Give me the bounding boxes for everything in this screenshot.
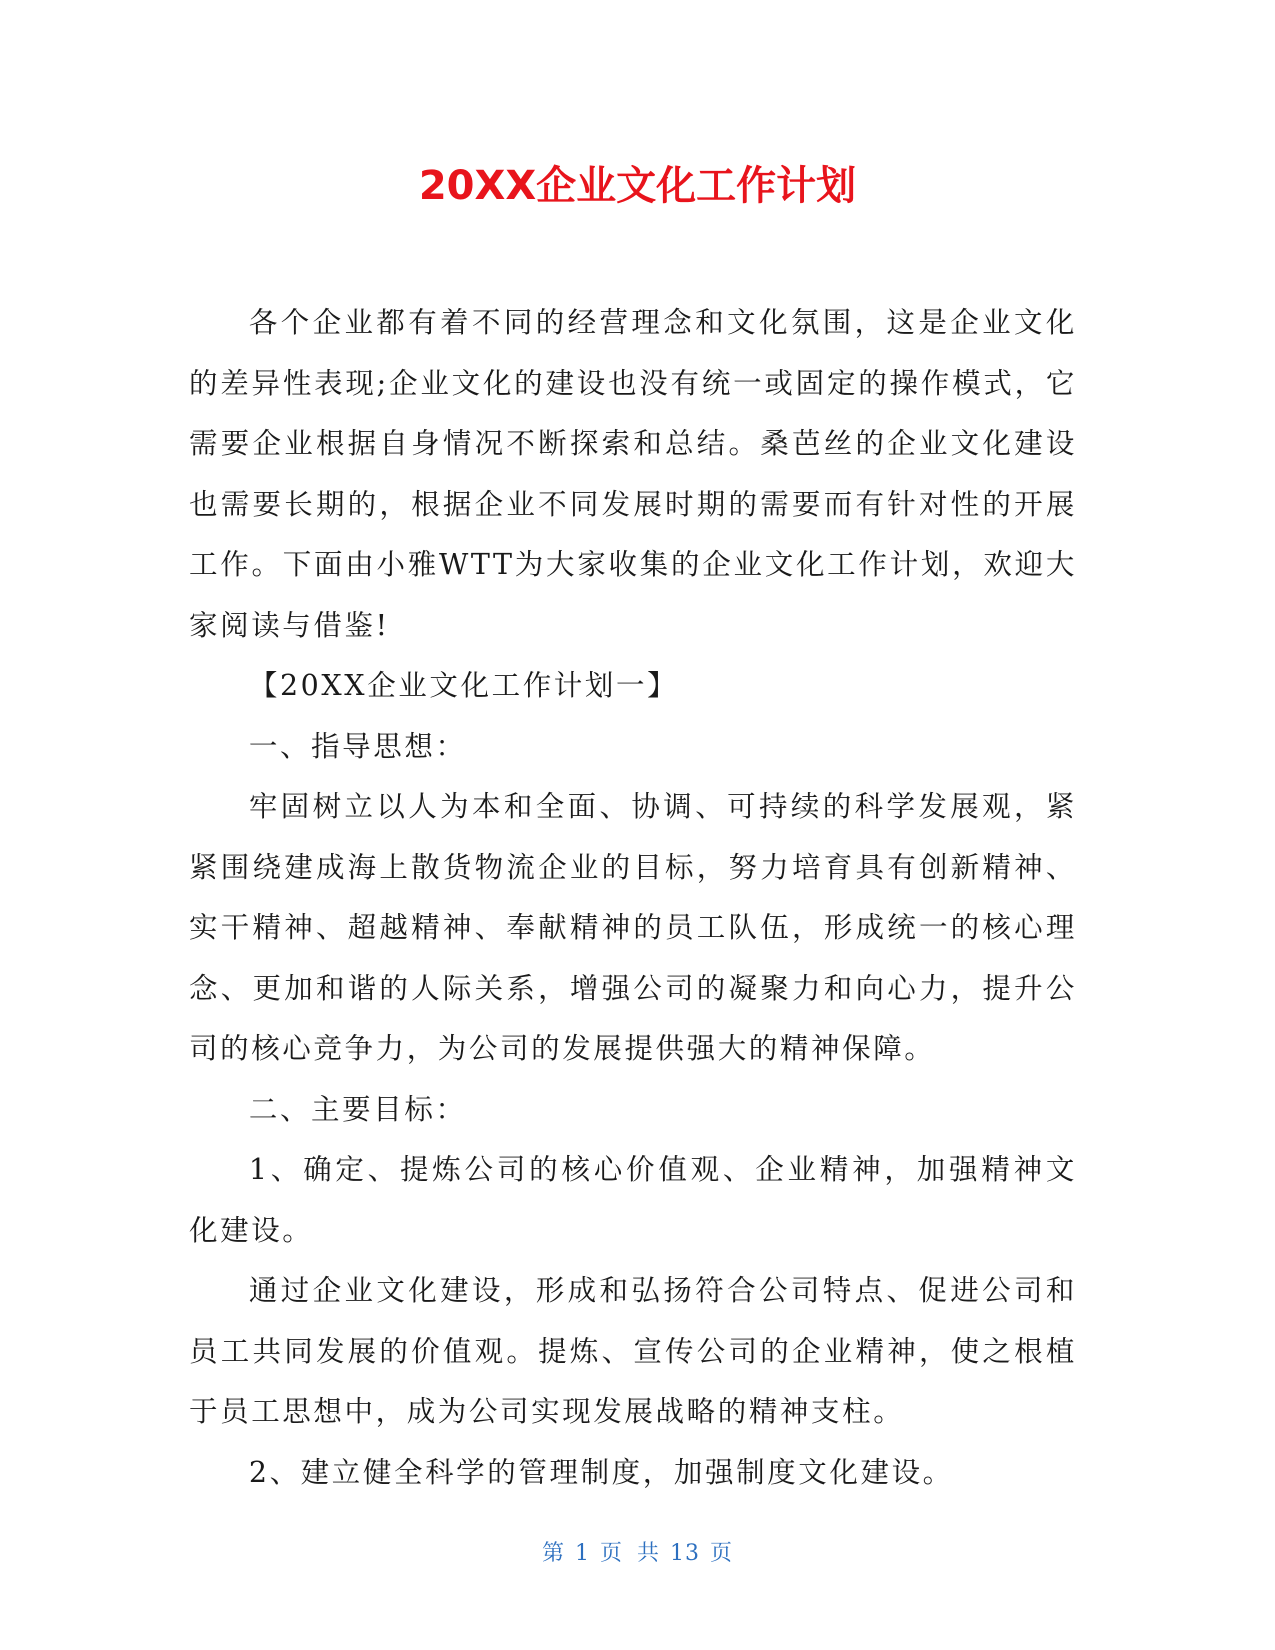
document-title: 20XX企业文化工作计划 <box>418 163 857 209</box>
section-heading-plan-one: 【20XX企业文化工作计划一】 <box>248 669 679 702</box>
footer-page-number: 1 <box>575 1541 590 1566</box>
goal-item-1: 1、确定、提炼公司的核心价值观、企业精神，加强精神文化建设。 <box>189 1153 1077 1247</box>
footer-suffix: 页 <box>710 1541 734 1566</box>
paragraph-goal-1-detail: 通过企业文化建设，形成和弘扬符合公司特点、促进公司和员工共同发展的价值观。提炼、宣传公司的企业精神，使之根植于员工思想中，成为公司实现发展战略的精神支柱。 <box>189 1274 1077 1428</box>
footer-prefix: 第 <box>541 1541 565 1566</box>
paragraph-intro: 各个企业都有着不同的经营理念和文化氛围，这是企业文化的差异性表现;企业文化的建设也没有统一或固定的操作模式，它需要企业根据自身情况不断探索和总结。桑芭丝的企业文化建设也需要长期的，根据企业不同发展时期的需要而有针对性的开展工作。下面由小雅WTT为大家收集的企业文化工作计划，欢迎大家阅读与借鉴! <box>189 306 1077 642</box>
footer-total-pages: 13 <box>670 1541 700 1566</box>
paragraph-guiding-thought: 牢固树立以人为本和全面、协调、可持续的科学发展观，紧紧围绕建成海上散货物流企业的目标，努力培育具有创新精神、实干精神、超越精神、奉献精神的员工队伍，形成统一的核心理念、更加和谐的人际关系，增强公司的凝聚力和向心力，提升公司的核心竞争力，为公司的发展提供强大的精神保障。 <box>189 790 1077 1065</box>
goal-item-2: 2、建立健全科学的管理制度，加强制度文化建设。 <box>248 1455 954 1489</box>
heading-guiding-thought: 一、指导思想： <box>248 729 467 763</box>
document-body <box>189 293 1077 1503</box>
page-footer <box>0 1536 1275 1567</box>
heading-main-goals: 二、主要目标： <box>248 1092 467 1126</box>
footer-middle: 页 共 <box>600 1541 660 1566</box>
